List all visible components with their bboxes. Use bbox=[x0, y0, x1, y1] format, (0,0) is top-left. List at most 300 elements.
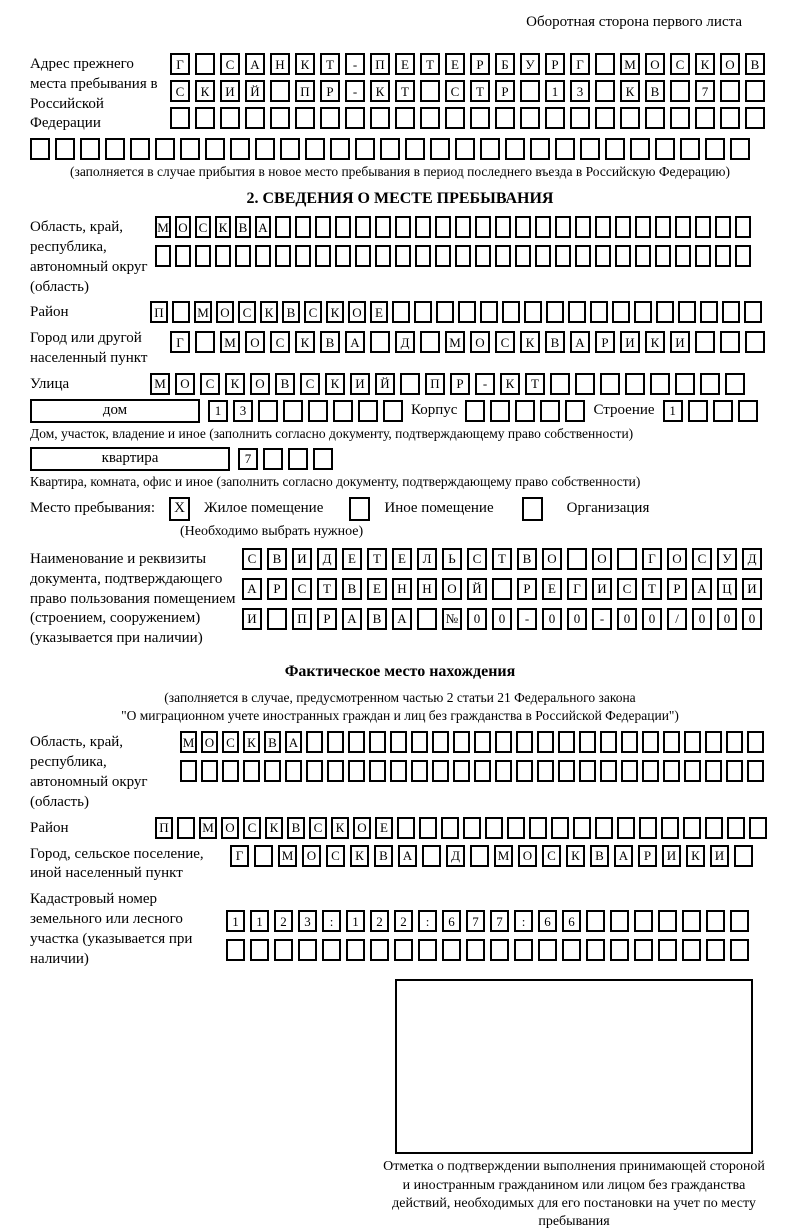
char-cell bbox=[600, 731, 617, 753]
char-cell: Т bbox=[492, 548, 512, 570]
char-cell bbox=[705, 817, 723, 839]
char-cell: П bbox=[155, 817, 173, 839]
char-cell bbox=[738, 400, 758, 422]
char-cell bbox=[313, 448, 333, 470]
char-cell bbox=[713, 400, 733, 422]
char-cell bbox=[370, 331, 390, 353]
char-cell: У bbox=[717, 548, 737, 570]
char-cell: 1 bbox=[208, 400, 228, 422]
char-cell: Г bbox=[170, 331, 190, 353]
char-cell: О bbox=[348, 301, 366, 323]
char-cell: И bbox=[220, 80, 240, 102]
char-cell bbox=[470, 845, 489, 867]
char-cell: С bbox=[495, 331, 515, 353]
char-cell bbox=[180, 138, 200, 160]
char-cell bbox=[595, 817, 613, 839]
actual-district-row bbox=[155, 817, 767, 839]
actual-district-group bbox=[30, 817, 770, 839]
char-cell bbox=[335, 216, 351, 238]
checkbox-organization bbox=[522, 497, 543, 521]
char-cell bbox=[435, 245, 451, 267]
char-cell: В bbox=[320, 331, 340, 353]
char-cell bbox=[270, 107, 290, 129]
previous-address-group bbox=[30, 53, 770, 134]
char-cell bbox=[175, 245, 191, 267]
char-cell bbox=[335, 245, 351, 267]
char-cell: Г bbox=[170, 53, 190, 75]
actual-region-label: Область, край, республика, автономный округ (область) bbox=[30, 734, 148, 810]
char-cell: Т bbox=[525, 373, 545, 395]
char-cell: А bbox=[570, 331, 590, 353]
char-cell: 2 bbox=[274, 910, 293, 932]
char-cell bbox=[575, 216, 591, 238]
char-cell: 2 bbox=[370, 910, 389, 932]
char-cell: Г bbox=[230, 845, 249, 867]
char-cell bbox=[700, 373, 720, 395]
stay-place-hint: (Необходимо выбрать нужное) bbox=[180, 523, 364, 539]
char-cell: И bbox=[670, 331, 690, 353]
char-cell bbox=[537, 760, 554, 782]
char-cell: К bbox=[620, 80, 640, 102]
char-cell: В bbox=[745, 53, 765, 75]
char-cell bbox=[745, 107, 765, 129]
char-cell: 1 bbox=[226, 910, 245, 932]
char-cell: Р bbox=[317, 608, 337, 630]
char-cell: Й bbox=[245, 80, 265, 102]
char-cell bbox=[322, 939, 341, 961]
char-cell bbox=[453, 731, 470, 753]
char-cell: У bbox=[520, 53, 540, 75]
char-cell: К bbox=[326, 301, 344, 323]
previous-address-row-4 bbox=[30, 138, 770, 160]
char-cell bbox=[492, 578, 512, 600]
char-cell: М bbox=[199, 817, 217, 839]
char-cell bbox=[749, 817, 767, 839]
char-cell bbox=[734, 845, 753, 867]
char-cell bbox=[30, 138, 50, 160]
stroenie-row bbox=[663, 400, 758, 422]
char-cell bbox=[495, 731, 512, 753]
char-cell: 1 bbox=[545, 80, 565, 102]
char-cell: К bbox=[370, 80, 390, 102]
char-cell bbox=[505, 138, 525, 160]
char-cell: С bbox=[238, 301, 256, 323]
char-cell bbox=[422, 845, 441, 867]
apartment-type-box: квартира bbox=[30, 447, 230, 471]
char-cell bbox=[170, 107, 190, 129]
char-cell bbox=[370, 939, 389, 961]
char-cell bbox=[558, 760, 575, 782]
char-cell: И bbox=[350, 373, 370, 395]
char-cell bbox=[540, 400, 560, 422]
cadastral-row-2 bbox=[226, 939, 749, 961]
char-cell bbox=[621, 731, 638, 753]
char-cell bbox=[720, 107, 740, 129]
char-cell: О bbox=[353, 817, 371, 839]
char-cell: С bbox=[270, 331, 290, 353]
char-cell: 6 bbox=[538, 910, 557, 932]
residential-option-label: Жилое помещение bbox=[204, 500, 324, 517]
actual-location-title: Фактическое место нахождения bbox=[284, 662, 516, 680]
char-cell: О bbox=[592, 548, 612, 570]
char-cell bbox=[495, 760, 512, 782]
char-cell bbox=[655, 138, 675, 160]
char-cell bbox=[465, 400, 485, 422]
char-cell: Й bbox=[467, 578, 487, 600]
char-cell bbox=[420, 331, 440, 353]
char-cell: О bbox=[250, 373, 270, 395]
char-cell bbox=[705, 138, 725, 160]
char-cell bbox=[635, 216, 651, 238]
previous-address-row-3 bbox=[170, 107, 765, 129]
char-cell: С bbox=[222, 731, 239, 753]
char-cell bbox=[274, 939, 293, 961]
char-cell: П bbox=[292, 608, 312, 630]
char-cell: Р bbox=[495, 80, 515, 102]
char-cell: П bbox=[150, 301, 168, 323]
char-cell bbox=[463, 817, 481, 839]
char-cell bbox=[355, 245, 371, 267]
char-cell bbox=[726, 760, 743, 782]
char-cell: О bbox=[302, 845, 321, 867]
char-cell bbox=[680, 138, 700, 160]
char-cell: П bbox=[425, 373, 445, 395]
char-cell bbox=[530, 138, 550, 160]
char-cell: Ц bbox=[717, 578, 737, 600]
char-cell bbox=[634, 910, 653, 932]
char-cell bbox=[414, 301, 432, 323]
char-cell bbox=[327, 760, 344, 782]
page-side-note: Оборотная сторона первого листа bbox=[526, 14, 742, 30]
char-cell bbox=[675, 245, 691, 267]
char-cell: - bbox=[345, 53, 365, 75]
char-cell bbox=[485, 817, 503, 839]
char-cell bbox=[80, 138, 100, 160]
street-label: Улица bbox=[30, 375, 70, 392]
char-cell: В bbox=[282, 301, 300, 323]
char-cell bbox=[195, 245, 211, 267]
actual-city-group bbox=[30, 843, 770, 885]
char-cell: В bbox=[367, 608, 387, 630]
char-cell bbox=[470, 107, 490, 129]
char-cell bbox=[177, 817, 195, 839]
char-cell bbox=[535, 245, 551, 267]
char-cell: С bbox=[304, 301, 322, 323]
char-cell bbox=[455, 245, 471, 267]
char-cell: О bbox=[201, 731, 218, 753]
document-row-2 bbox=[242, 578, 762, 600]
stroenie-label: Строение bbox=[593, 402, 655, 419]
apartment-number-row bbox=[238, 448, 333, 470]
char-cell bbox=[730, 910, 749, 932]
char-cell bbox=[395, 216, 411, 238]
char-cell bbox=[400, 373, 420, 395]
char-cell bbox=[285, 760, 302, 782]
char-cell: К bbox=[295, 331, 315, 353]
char-cell: И bbox=[242, 608, 262, 630]
char-cell: Й bbox=[375, 373, 395, 395]
char-cell: 0 bbox=[642, 608, 662, 630]
char-cell bbox=[516, 731, 533, 753]
char-cell bbox=[195, 331, 215, 353]
char-cell: С bbox=[309, 817, 327, 839]
char-cell bbox=[675, 216, 691, 238]
char-cell: С bbox=[170, 80, 190, 102]
char-cell: О bbox=[720, 53, 740, 75]
char-cell bbox=[415, 245, 431, 267]
char-cell: К bbox=[331, 817, 349, 839]
char-cell: С bbox=[195, 216, 211, 238]
char-cell bbox=[634, 939, 653, 961]
char-cell: 0 bbox=[692, 608, 712, 630]
char-cell: 7 bbox=[695, 80, 715, 102]
char-cell bbox=[480, 138, 500, 160]
char-cell bbox=[222, 760, 239, 782]
char-cell: 0 bbox=[617, 608, 637, 630]
char-cell bbox=[635, 245, 651, 267]
char-cell: Д bbox=[742, 548, 762, 570]
char-cell bbox=[656, 301, 674, 323]
region-label: Область, край, республика, автономный округ (область) bbox=[30, 219, 148, 295]
char-cell: И bbox=[710, 845, 729, 867]
char-cell bbox=[395, 107, 415, 129]
char-cell: И bbox=[662, 845, 681, 867]
char-cell bbox=[295, 107, 315, 129]
stay-place-line bbox=[30, 497, 770, 521]
char-cell bbox=[415, 216, 431, 238]
char-cell bbox=[595, 245, 611, 267]
char-cell: О bbox=[442, 578, 462, 600]
char-cell bbox=[405, 138, 425, 160]
char-cell bbox=[747, 731, 764, 753]
char-cell: Д bbox=[446, 845, 465, 867]
char-cell bbox=[706, 910, 725, 932]
char-cell bbox=[270, 80, 290, 102]
char-cell bbox=[586, 939, 605, 961]
char-cell: : bbox=[418, 910, 437, 932]
char-cell: - bbox=[475, 373, 495, 395]
char-cell bbox=[610, 939, 629, 961]
char-cell bbox=[600, 373, 620, 395]
char-cell bbox=[245, 107, 265, 129]
char-cell bbox=[546, 301, 564, 323]
char-cell bbox=[263, 448, 283, 470]
char-cell bbox=[370, 107, 390, 129]
char-cell bbox=[551, 817, 569, 839]
char-cell bbox=[722, 301, 740, 323]
char-cell: К bbox=[686, 845, 705, 867]
char-cell bbox=[466, 939, 485, 961]
char-cell bbox=[411, 760, 428, 782]
char-cell: С bbox=[242, 548, 262, 570]
char-cell bbox=[55, 138, 75, 160]
char-cell: О bbox=[175, 373, 195, 395]
char-cell bbox=[441, 817, 459, 839]
char-cell bbox=[579, 731, 596, 753]
char-cell: 0 bbox=[492, 608, 512, 630]
char-cell bbox=[330, 138, 350, 160]
char-cell bbox=[348, 760, 365, 782]
char-cell: С bbox=[445, 80, 465, 102]
char-cell bbox=[595, 80, 615, 102]
char-cell: О bbox=[518, 845, 537, 867]
char-cell: О bbox=[645, 53, 665, 75]
char-cell: В bbox=[235, 216, 251, 238]
char-cell: В bbox=[342, 578, 362, 600]
char-cell: О bbox=[542, 548, 562, 570]
char-cell bbox=[490, 400, 510, 422]
section2-title: 2. СВЕДЕНИЯ О МЕСТЕ ПРЕБЫВАНИЯ bbox=[246, 190, 554, 208]
char-cell bbox=[520, 80, 540, 102]
char-cell bbox=[537, 731, 554, 753]
char-cell: 2 bbox=[394, 910, 413, 932]
char-cell: 7 bbox=[466, 910, 485, 932]
char-cell bbox=[524, 301, 542, 323]
char-cell bbox=[568, 301, 586, 323]
char-cell: М bbox=[278, 845, 297, 867]
char-cell bbox=[727, 817, 745, 839]
char-cell bbox=[130, 138, 150, 160]
char-cell: Т bbox=[420, 53, 440, 75]
char-cell bbox=[580, 138, 600, 160]
char-cell: М bbox=[220, 331, 240, 353]
char-cell bbox=[375, 245, 391, 267]
char-cell bbox=[430, 138, 450, 160]
char-cell bbox=[345, 107, 365, 129]
actual-region-row-2 bbox=[180, 760, 764, 782]
char-cell bbox=[201, 760, 218, 782]
char-cell bbox=[684, 760, 701, 782]
char-cell: М bbox=[194, 301, 212, 323]
char-cell bbox=[220, 107, 240, 129]
char-cell: С bbox=[617, 578, 637, 600]
korpus-label: Корпус bbox=[411, 402, 458, 419]
char-cell bbox=[695, 245, 711, 267]
document-row-3 bbox=[242, 608, 762, 630]
char-cell bbox=[590, 301, 608, 323]
char-cell: К bbox=[500, 373, 520, 395]
region-group bbox=[30, 216, 770, 297]
char-cell: К bbox=[325, 373, 345, 395]
char-cell: Р bbox=[450, 373, 470, 395]
char-cell bbox=[725, 373, 745, 395]
char-cell bbox=[348, 731, 365, 753]
char-cell bbox=[545, 107, 565, 129]
document-label: Наименование и реквизиты документа, подтверждающего право пользования помещением (строением, сооружением) (указывается при наличии) bbox=[30, 550, 236, 647]
char-cell: К bbox=[225, 373, 245, 395]
char-cell bbox=[295, 216, 311, 238]
char-cell bbox=[308, 400, 328, 422]
char-cell bbox=[495, 216, 511, 238]
char-cell bbox=[475, 216, 491, 238]
char-cell: 1 bbox=[663, 400, 683, 422]
char-cell bbox=[678, 301, 696, 323]
char-cell bbox=[735, 216, 751, 238]
char-cell bbox=[442, 939, 461, 961]
char-cell bbox=[695, 107, 715, 129]
char-cell: Е bbox=[367, 578, 387, 600]
char-cell: Г bbox=[642, 548, 662, 570]
char-cell bbox=[195, 107, 215, 129]
char-cell: 3 bbox=[298, 910, 317, 932]
char-cell: К bbox=[260, 301, 278, 323]
char-cell bbox=[663, 760, 680, 782]
char-cell bbox=[275, 245, 291, 267]
char-cell bbox=[670, 80, 690, 102]
char-cell bbox=[630, 138, 650, 160]
char-cell bbox=[586, 910, 605, 932]
stamp-caption: Отметка о подтверждении выполнения принимающей стороной и иностранным гражданином или лицом без гражданства действий, необходимых для его постановки на учет по месту пребывания bbox=[383, 1159, 765, 1229]
char-cell bbox=[615, 245, 631, 267]
char-cell bbox=[655, 216, 671, 238]
actual-location-caption-1: (заполняется в случае, предусмотренном частью 2 статьи 21 Федерального закона bbox=[164, 689, 636, 705]
char-cell bbox=[390, 760, 407, 782]
char-cell bbox=[573, 817, 591, 839]
char-cell: 6 bbox=[442, 910, 461, 932]
char-cell: М bbox=[445, 331, 465, 353]
house-line bbox=[30, 399, 770, 423]
char-cell bbox=[695, 216, 711, 238]
checkbox-other-premises bbox=[349, 497, 370, 521]
char-cell: К bbox=[645, 331, 665, 353]
char-cell: Е bbox=[375, 817, 393, 839]
char-cell: Р bbox=[638, 845, 657, 867]
char-cell: Д bbox=[395, 331, 415, 353]
region-row-1 bbox=[155, 216, 751, 238]
char-cell bbox=[570, 107, 590, 129]
char-cell: С bbox=[200, 373, 220, 395]
previous-address-label: Адрес прежнего места пребывания в Российской Федерации bbox=[30, 56, 158, 132]
char-cell bbox=[639, 817, 657, 839]
char-cell bbox=[730, 939, 749, 961]
char-cell: 3 bbox=[233, 400, 253, 422]
region-row-2 bbox=[155, 245, 751, 267]
char-cell bbox=[380, 138, 400, 160]
char-cell bbox=[333, 400, 353, 422]
char-cell bbox=[417, 608, 437, 630]
char-cell: И bbox=[592, 578, 612, 600]
char-cell bbox=[642, 731, 659, 753]
char-cell: С bbox=[326, 845, 345, 867]
char-cell bbox=[595, 53, 615, 75]
char-cell bbox=[180, 760, 197, 782]
actual-city-label: Город, сельское поселение, иной населенный пункт bbox=[30, 845, 204, 882]
district-row bbox=[150, 301, 762, 323]
char-cell: М bbox=[620, 53, 640, 75]
char-cell: : bbox=[322, 910, 341, 932]
char-cell bbox=[730, 138, 750, 160]
char-cell bbox=[395, 245, 411, 267]
char-cell: О bbox=[470, 331, 490, 353]
char-cell bbox=[172, 301, 190, 323]
char-cell bbox=[306, 760, 323, 782]
char-cell: В bbox=[275, 373, 295, 395]
char-cell: А bbox=[692, 578, 712, 600]
char-cell: А bbox=[342, 608, 362, 630]
char-cell bbox=[595, 107, 615, 129]
char-cell bbox=[280, 138, 300, 160]
char-cell: 1 bbox=[250, 910, 269, 932]
district-label: Район bbox=[30, 304, 69, 321]
char-cell: А bbox=[614, 845, 633, 867]
char-cell bbox=[600, 760, 617, 782]
actual-region-group bbox=[30, 731, 770, 812]
char-cell: С bbox=[243, 817, 261, 839]
char-cell: 1 bbox=[346, 910, 365, 932]
char-cell bbox=[436, 301, 454, 323]
char-cell: А bbox=[398, 845, 417, 867]
char-cell: 6 bbox=[562, 910, 581, 932]
